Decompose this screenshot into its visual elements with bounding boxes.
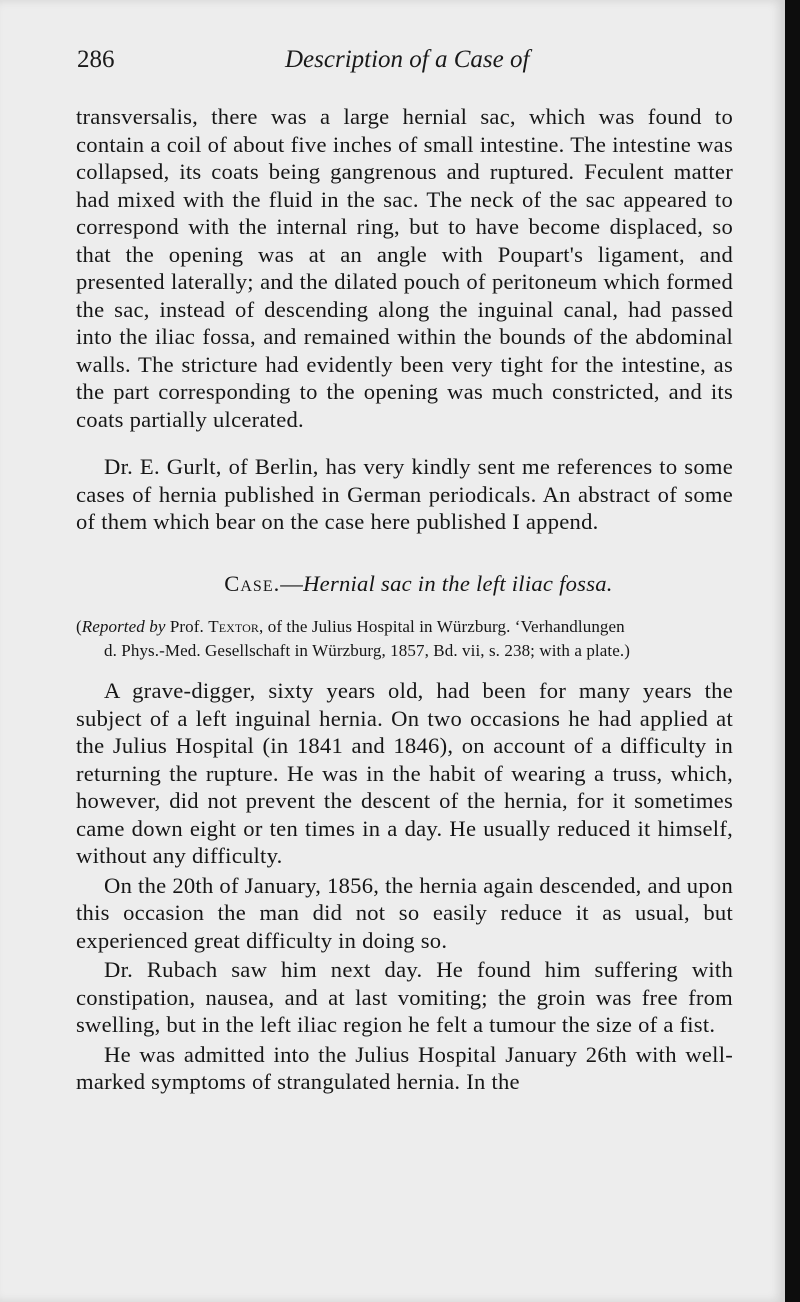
report-open-paren: ( bbox=[76, 617, 82, 636]
paragraph-2: Dr. E. Gurlt, of Berlin, has very kindly sent me references to some cases of hernia published in German periodicals. An abstract of some of them which bear on the case here published I append. bbox=[76, 454, 733, 534]
report-text-2: d. Phys.-Med. Gesellschaft in Würzburg, 1857, Bd. vii, s. 238; with a plate.) bbox=[104, 641, 630, 660]
report-reported-by: Reported by bbox=[81, 617, 166, 636]
report-author-name: Textor, bbox=[208, 617, 264, 636]
running-title: Description of a Case of bbox=[285, 46, 530, 73]
report-text-1: of the Julius Hospital in Würzburg. ‘Verhandlungen bbox=[267, 617, 625, 636]
body-text bbox=[76, 103, 733, 1096]
paragraph-6: He was admitted into the Julius Hospital January 26th with well-marked symptoms of strangulated hernia. In the bbox=[76, 1041, 733, 1094]
case-title: Hernial sac in the left iliac fossa. bbox=[303, 570, 613, 596]
paragraph-5: Dr. Rubach saw him next day. He found him suffering with constipation, nausea, and at last vomiting; the groin was free from swelling, but in the left iliac region he felt a tumour the size of a fist. bbox=[76, 957, 733, 1037]
case-dash: — bbox=[280, 570, 304, 596]
report-prof: Prof. bbox=[169, 617, 204, 636]
paragraph-3: A grave-digger, sixty years old, had been for many years the subject of a left inguinal hernia. On two occasions he had applied at the Julius Hospital (in 1841 and 1846), on account of a difficulty in returning the rupture. He was in the habit of wearing a truss, which, however, did not prevent the descent of the hernia, for it sometimes came down eight or ten times in a day. He usually reduced it himself, without any difficulty. bbox=[76, 678, 733, 868]
paragraph-4: On the 20th of January, 1856, the hernia again descended, and upon this occasion the man did not so easily reduce it as usual, but experienced great difficulty in doing so. bbox=[76, 872, 733, 953]
running-head bbox=[77, 46, 737, 86]
page-number: 286 bbox=[77, 46, 115, 73]
paragraph-1: transversalis, there was a large hernial sac, which was found to contain a coil of about five inches of small intestine. The intestine was collapsed, its coats being gangrenous and ruptured. Feculent matter had mixed with the fluid in the sac. The neck of the sac appeared to correspond with the internal ring, but to have become displaced, so that the opening was at an angle with Poupart's ligament, and presented laterally; and the dilated pouch of peritoneum which formed the sac, instead of descending along the inguinal canal, had passed into the iliac fossa, and remained within the bounds of the abdominal walls. The stricture had evidently been very tight for the intestine, as the part corresponding to the opening was much constricted, and its coats partially ulcerated. bbox=[76, 104, 733, 432]
case-heading bbox=[76, 570, 733, 598]
case-label: Case. bbox=[224, 570, 281, 596]
report-note bbox=[76, 615, 733, 663]
